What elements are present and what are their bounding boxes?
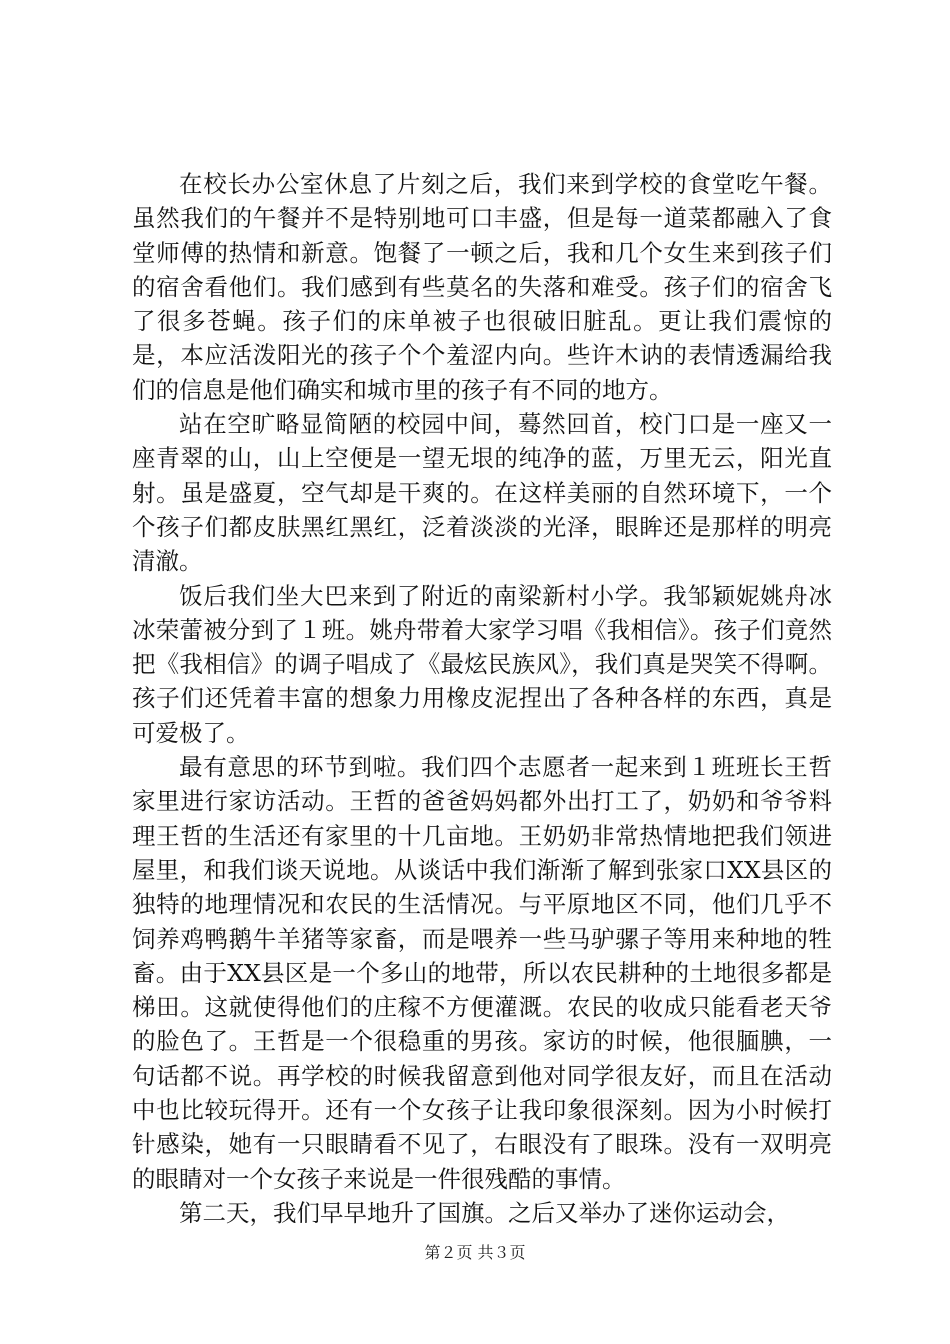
- page-number-footer: 第２页 共３页: [424, 1243, 526, 1262]
- paragraph-canteen-dormitory: 在校长办公室休息了片刻之后，我们来到学校的食堂吃午餐。虽然我们的午餐并不是特别地可口丰盛，但是每一道菜都融入了食堂师傅的热情和新意。饱餐了一顿之后，我和几个女生来到孩子们的宿舍看他们。我们感到有些莫名的失落和难受。孩子们的宿舍飞了很多苍蝇。孩子们的床单被子也很破旧脏乱。更让我们震惊的是，本应活泼阳光的孩子个个羞涩内向。些许木讷的表情透漏给我们的信息是他们确实和城市里的孩子有不同的地方。: [132, 170, 832, 404]
- paragraph-primary-school-class: 饭后我们坐大巴来到了附近的南梁新村小学。我邹颖妮姚舟冰冰荣蕾被分到了１班。姚舟带着大家学习唱《我相信》。孩子们竟然把《我相信》的调子唱成了《最炫民族风》，我们真是哭笑不得啊。孩子们还凭着丰富的想象力用橡皮泥捏出了各种各样的东西，真是可爱极了。: [132, 581, 832, 747]
- document-body: [132, 167, 832, 1230]
- paragraph-second-day: 第二天，我们早早地升了国旗。之后又举办了迷你运动会，: [179, 1198, 790, 1227]
- paragraph-home-visit: 最有意思的环节到啦。我们四个志愿者一起来到１班班长王哲家里进行家访活动。王哲的爸爸妈妈都外出打工了，奶奶和爷爷料理王哲的生活还有家里的十几亩地。王奶奶非常热情地把我们领进屋里，和我们谈天说地。从谈话中我们渐渐了解到张家口XX县区的独特的地理情况和农民的生活情况。与平原地区不同，他们几乎不饲养鸡鸭鹅牛羊猪等家畜，而是喂养一些马驴骡子等用来种地的牲畜。由于XX县区是一个多山的地带，所以农民耕种的土地很多都是梯田。这就使得他们的庄稼不方便灌溉。农民的收成只能看老天爷的脸色了。王哲是一个很稳重的男孩。家访的时候，他很腼腆，一句话都不说。再学校的时候我留意到他对同学很友好，而且在活动中也比较玩得开。还有一个女孩子让我印象很深刻。因为小时候打针感染，她有一只眼睛看不见了，右眼没有了眼珠。没有一双明亮的眼睛对一个女孩子来说是一件很残酷的事情。: [132, 753, 832, 1193]
- paragraph-campus-scenery: 站在空旷略显简陋的校园中间，蓦然回首，校门口是一座又一座青翠的山，山上空便是一望无垠的纯净的蓝，万里无云，阳光直射。虽是盛夏，空气却是干爽的。在这样美丽的自然环境下，一个个孩子们都皮肤黑红黑红，泛着淡淡的光泽，眼眸还是那样的明亮清澈。: [132, 410, 832, 576]
